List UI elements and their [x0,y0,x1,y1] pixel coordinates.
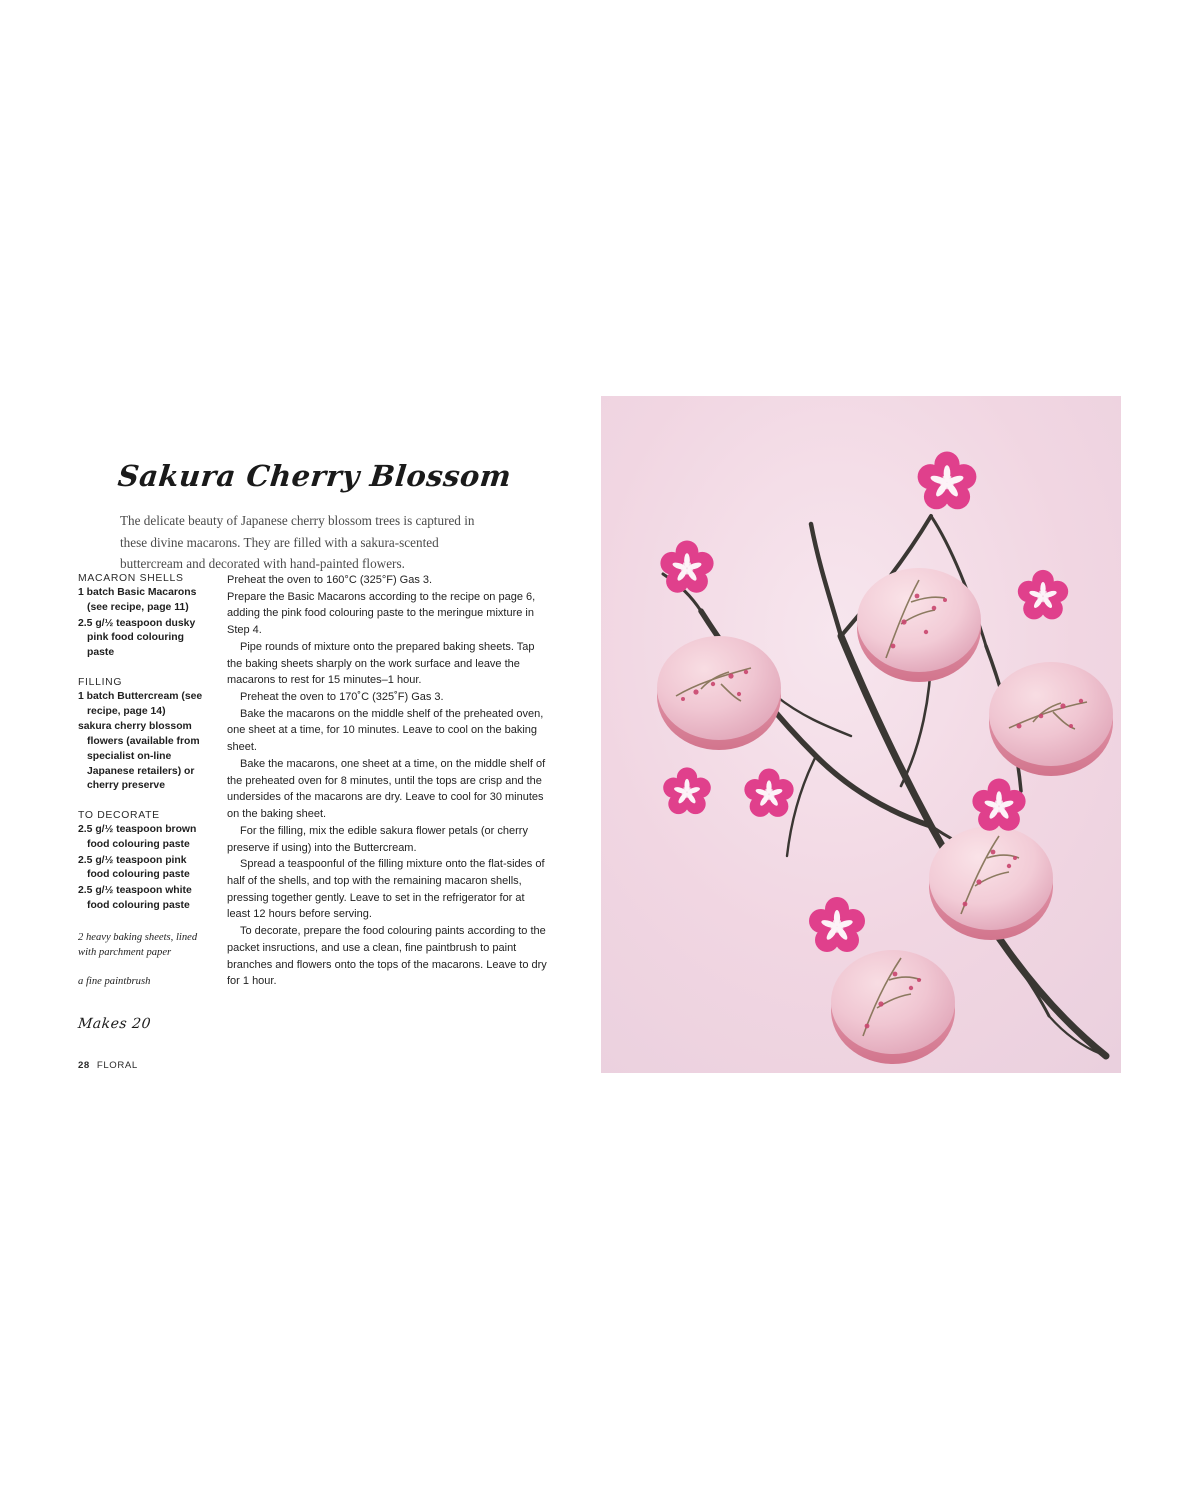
list-item: 1 batch Buttercream (see recipe, page 14) [78,690,203,717]
list-item: 1 batch Basic Macarons (see recipe, page 11) [78,587,197,613]
ingredient-list [78,823,210,914]
folio [78,1060,138,1071]
method-step: Pipe rounds of mixture onto the prepared baking sheets. Tap the baking sheets sharply on the work surface and leave the macarons to rest for 15 minutes–1 hour. [227,640,535,687]
ingredient-group-filling [78,677,210,794]
ingredients-column [78,573,210,1033]
list-item: sakura cherry blossom flowers (available from specialist on-line Japanese retailers) or cherry preserve [78,721,200,792]
method-step: For the filling, mix the edible sakura flower petals (or cherry preserve if using) into the Buttercream. [227,824,528,854]
method-step: To decorate, prepare the food colouring paints according to the packet insructions, and use a clean, fine paintbrush to paint branches and flowers onto the tops of the macarons. Leave to dry for 1 hour. [227,925,547,988]
ingredient-group-heading: MACARON SHELLS [78,573,184,584]
folio-number: 28 [78,1060,90,1071]
equipment-item: a fine paintbrush [78,975,151,987]
ingredient-group-heading: TO DECORATE [78,810,160,822]
method-step: Preheat the oven to 160°C (325°F) Gas 3. [227,574,433,586]
ingredient-list [78,690,210,794]
method-step: Prepare the Basic Macarons according to the recipe on page 6, adding the pink food colouring paste to the meringue mixture in Step 4. [227,590,536,637]
method-step: Preheat the oven to 170˚C (325˚F) Gas 3. [240,691,444,704]
photo-illustration [601,396,1121,1073]
method-step: Spread a teaspoonful of the filling mixture onto the flat-sides of half of the shells, and top with the remaining macaron shells, pressing together gently. Leave to set in the refrigerator for at least 12 hours before serving. [227,858,545,921]
method-step: Bake the macarons on the middle shelf of the preheated oven, one sheet at a time, for 10 minutes. Leave to cool on the baking sheet. [227,707,544,754]
list-item: 2.5 g/½ teaspoon dusky pink food colouring paste [78,617,196,659]
ingredient-group-heading: FILLING [78,676,123,688]
equipment-item: 2 heavy baking sheets, lined with parchment paper [78,931,198,959]
makes-yield: Makes 20 [77,1015,152,1032]
sakura-macarons-photo [601,396,1121,1073]
method-column [227,572,547,990]
list-item: 2.5 g/½ teaspoon brown food colouring paste [78,824,197,850]
folio-section: FLORAL [96,1060,138,1071]
list-item: 2.5 g/½ teaspoon white food colouring paste [78,885,192,912]
method-step: Bake the macarons, one sheet at a time, on the middle shelf of the preheated oven for 8 minutes, until the tops are crisp and the undersides of the macarons are dry. Leave to cool for 30 minutes on the baking sheet. [227,757,546,821]
recipe-intro: The delicate beauty of Japanese cherry blossom trees is captured in these divine macarons. They are filled with a sakura-scented buttercream and decorated with hand-painted flowers. [120,513,475,571]
ingredient-group-shells [78,573,210,661]
ingredient-list [78,586,210,661]
ingredient-group-decorate [78,810,210,914]
list-item: 2.5 g/½ teaspoon pink food colouring paste [78,854,190,881]
page-title: Sakura Cherry Blossom [116,459,514,494]
